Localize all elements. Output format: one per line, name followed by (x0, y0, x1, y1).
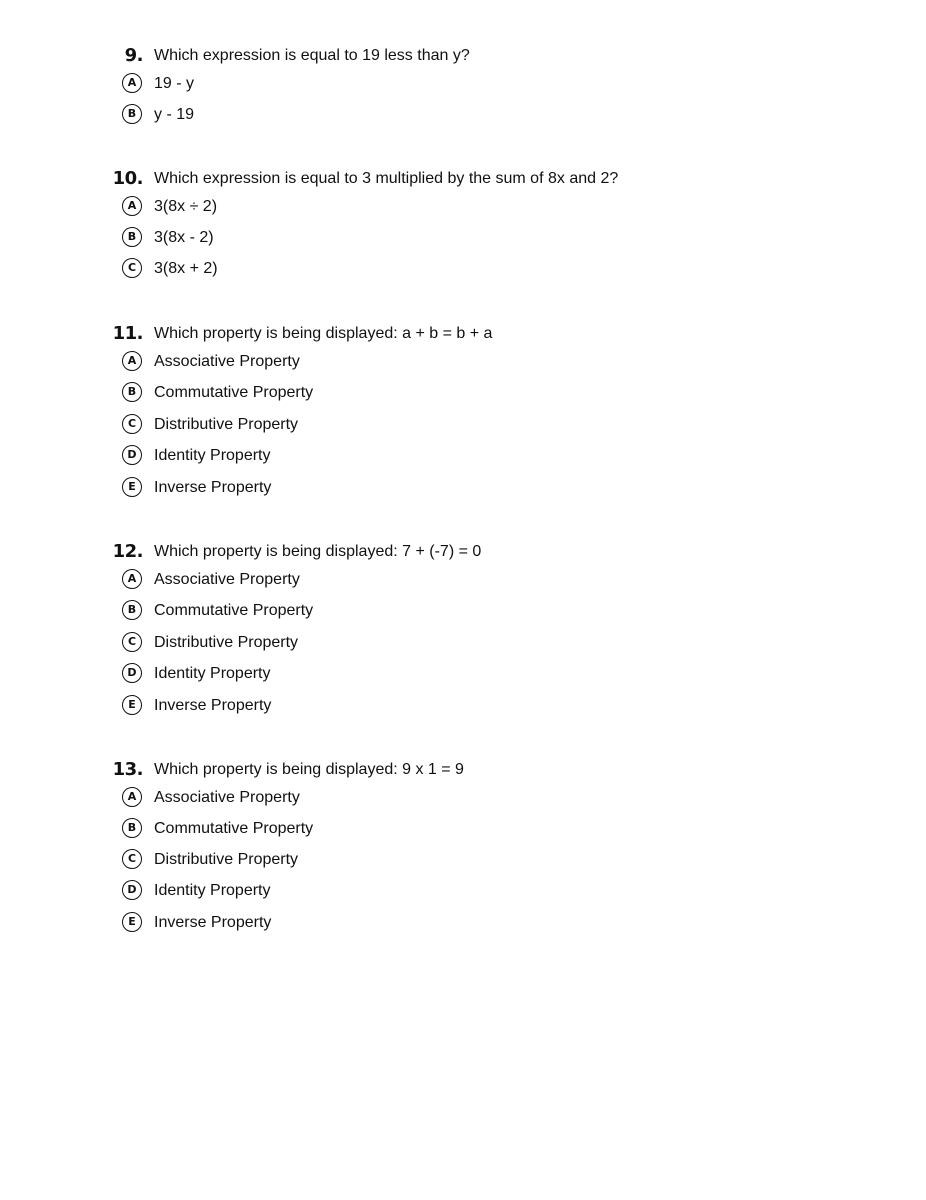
question-text: Which property is being displayed: 9 x 1 = 9 (154, 761, 464, 778)
question-header (0, 758, 926, 782)
answer-bubble-b[interactable]: B (122, 382, 142, 402)
answer-bubble-c[interactable]: C (122, 414, 142, 434)
answer-text[interactable]: y - 19 (154, 106, 195, 123)
answer-text[interactable]: 3(8x - 2) (154, 229, 214, 246)
answer-text[interactable]: Associative Property (154, 789, 300, 806)
question-number: 12. (112, 541, 143, 562)
answer-option-b[interactable] (0, 599, 926, 623)
answer-option-e[interactable] (0, 911, 926, 935)
question-text: Which property is being displayed: a + b = b + a (154, 325, 493, 342)
answer-option-e[interactable] (0, 694, 926, 718)
answer-option-c[interactable] (0, 848, 926, 872)
answer-option-a[interactable] (0, 568, 926, 592)
answer-bubble-b[interactable]: B (122, 104, 142, 124)
answer-bubble-e[interactable]: E (122, 695, 142, 715)
answer-text[interactable]: 3(8x ÷ 2) (154, 198, 218, 215)
answer-text[interactable]: Associative Property (154, 571, 300, 588)
answer-text[interactable]: Commutative Property (154, 820, 314, 837)
answer-text[interactable]: Commutative Property (154, 602, 314, 619)
answer-option-a[interactable] (0, 72, 926, 96)
answer-bubble-a[interactable]: A (122, 73, 142, 93)
answer-option-a[interactable] (0, 195, 926, 219)
answer-text[interactable]: Distributive Property (154, 634, 299, 651)
answer-option-d[interactable] (0, 879, 926, 903)
answer-option-c[interactable] (0, 631, 926, 655)
answer-option-b[interactable] (0, 103, 926, 127)
answer-bubble-c[interactable]: C (122, 849, 142, 869)
answer-option-c[interactable] (0, 413, 926, 437)
answer-bubble-a[interactable]: A (122, 351, 142, 371)
answer-bubble-b[interactable]: B (122, 818, 142, 838)
answer-bubble-c[interactable]: C (122, 632, 142, 652)
answer-text[interactable]: Distributive Property (154, 416, 299, 433)
answer-text[interactable]: Inverse Property (154, 914, 272, 931)
answer-bubble-e[interactable]: E (122, 912, 142, 932)
answer-text[interactable]: Identity Property (154, 882, 271, 899)
answer-bubble-d[interactable]: D (122, 445, 142, 465)
answer-bubble-a[interactable]: A (122, 196, 142, 216)
answer-option-a[interactable] (0, 786, 926, 810)
answer-bubble-a[interactable]: A (122, 569, 142, 589)
answer-option-e[interactable] (0, 476, 926, 500)
question-number: 11. (112, 323, 143, 344)
answer-text[interactable]: Commutative Property (154, 384, 314, 401)
answer-option-b[interactable] (0, 817, 926, 841)
answer-bubble-a[interactable]: A (122, 787, 142, 807)
answer-text[interactable]: Inverse Property (154, 697, 272, 714)
question-text: Which expression is equal to 19 less than y? (154, 47, 470, 64)
answer-option-a[interactable] (0, 350, 926, 374)
question-text: Which expression is equal to 3 multiplied by the sum of 8x and 2? (154, 170, 619, 187)
answer-option-d[interactable] (0, 662, 926, 686)
question-header (0, 167, 926, 191)
answer-text[interactable]: Inverse Property (154, 479, 272, 496)
answer-bubble-b[interactable]: B (122, 600, 142, 620)
question-header (0, 44, 926, 68)
question-header (0, 322, 926, 346)
answer-text[interactable]: 3(8x + 2) (154, 260, 218, 277)
question-number: 9. (124, 45, 143, 66)
question-header (0, 540, 926, 564)
answer-text[interactable]: Identity Property (154, 447, 271, 464)
answer-bubble-d[interactable]: D (122, 880, 142, 900)
answer-bubble-e[interactable]: E (122, 477, 142, 497)
answer-text[interactable]: Associative Property (154, 353, 300, 370)
answer-option-d[interactable] (0, 444, 926, 468)
answer-bubble-c[interactable]: C (122, 258, 142, 278)
answer-bubble-d[interactable]: D (122, 663, 142, 683)
question-text: Which property is being displayed: 7 + (-7) = 0 (154, 543, 482, 560)
question-number: 13. (112, 759, 143, 780)
answer-option-b[interactable] (0, 381, 926, 405)
answer-option-b[interactable] (0, 226, 926, 250)
question-number: 10. (112, 168, 143, 189)
answer-bubble-b[interactable]: B (122, 227, 142, 247)
answer-text[interactable]: Distributive Property (154, 851, 299, 868)
answer-option-c[interactable] (0, 257, 926, 281)
answer-text[interactable]: 19 - y (154, 75, 195, 92)
answer-text[interactable]: Identity Property (154, 665, 271, 682)
